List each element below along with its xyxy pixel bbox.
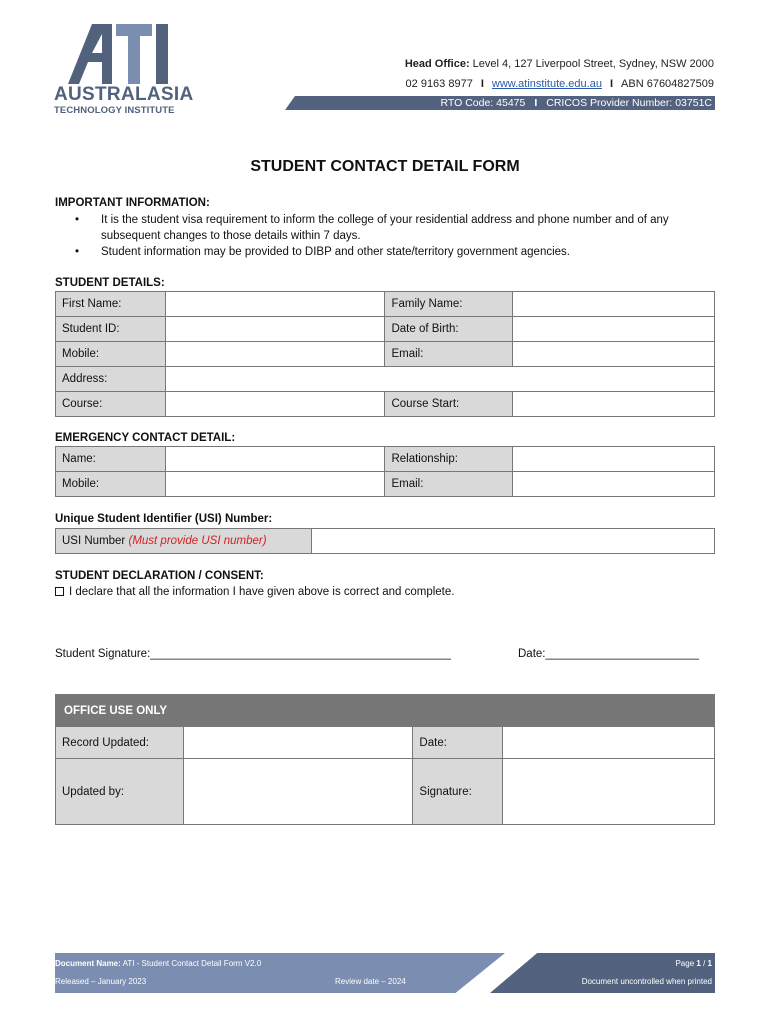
address-field[interactable] [165, 367, 714, 392]
first-name-label: First Name: [56, 292, 166, 317]
review-date: Review date – 2024 [335, 977, 406, 986]
head-office-address: Level 4, 127 Liverpool Street, Sydney, NSW 2000 [472, 58, 714, 70]
ati-logo-mark-icon [68, 22, 178, 84]
separator: I [480, 78, 484, 90]
signature-date-line[interactable]: Date:________________________ [518, 648, 699, 660]
office-use-heading: OFFICE USE ONLY [56, 695, 715, 727]
declaration-checkbox[interactable] [55, 587, 64, 596]
abn: ABN 67604827509 [621, 78, 714, 90]
logo-name: AUSTRALASIA [54, 84, 194, 105]
rto-line [441, 96, 713, 110]
record-updated-label: Record Updated: [56, 727, 184, 759]
usi-label: USI Number [62, 535, 126, 547]
updated-by-label: Updated by: [56, 759, 184, 825]
office-signature-field[interactable] [503, 759, 715, 825]
page-total: 1 [707, 959, 712, 968]
emergency-heading: EMERGENCY CONTACT DETAIL: [55, 432, 236, 444]
uncontrolled-note: Document uncontrolled when printed [581, 977, 712, 986]
cricos-number: CRICOS Provider Number: 03751C [546, 97, 712, 109]
address-label: Address: [56, 367, 166, 392]
relationship-field[interactable] [513, 447, 715, 472]
course-start-field[interactable] [513, 392, 715, 417]
page-number [675, 959, 712, 968]
mobile-field[interactable] [165, 342, 385, 367]
usi-table [55, 528, 715, 554]
office-use-table [55, 694, 715, 825]
course-field[interactable] [165, 392, 385, 417]
relationship-label: Relationship: [385, 447, 513, 472]
course-start-label: Course Start: [385, 392, 513, 417]
document-name-label: Document Name: [55, 959, 121, 968]
student-details-table [55, 291, 715, 417]
family-name-label: Family Name: [385, 292, 513, 317]
student-details-heading: STUDENT DETAILS: [55, 277, 165, 289]
declaration-label: I declare that all the information I have given above is correct and complete. [69, 586, 455, 598]
declaration-line [55, 586, 454, 598]
mobile-label: Mobile: [56, 342, 166, 367]
rto-code: RTO Code: 45475 [440, 97, 526, 109]
logo-subtitle: TECHNOLOGY INSTITUTE [54, 105, 175, 116]
dob-field[interactable] [513, 317, 715, 342]
separator: I [534, 97, 538, 109]
important-heading: IMPORTANT INFORMATION: [55, 197, 210, 209]
usi-label-cell [56, 529, 312, 554]
first-name-field[interactable] [165, 292, 385, 317]
usi-required-note: (Must provide USI number) [128, 535, 267, 547]
important-item: • Student information may be provided to DIBP and other state/territory government agencies. [55, 244, 720, 260]
emergency-mobile-label: Mobile: [56, 472, 166, 497]
form-title: STUDENT CONTACT DETAIL FORM [250, 158, 520, 175]
course-label: Course: [56, 392, 166, 417]
record-updated-field[interactable] [183, 727, 413, 759]
student-id-field[interactable] [165, 317, 385, 342]
contact-line [406, 78, 714, 90]
student-signature-line[interactable]: Student Signature:_______________________________________________ [55, 648, 451, 660]
office-signature-label: Signature: [413, 759, 503, 825]
emergency-name-field[interactable] [165, 447, 385, 472]
head-office-label: Head Office: [404, 58, 470, 70]
declaration-heading: STUDENT DECLARATION / CONSENT: [55, 570, 264, 582]
emergency-email-field[interactable] [513, 472, 715, 497]
office-date-field[interactable] [503, 727, 715, 759]
dob-label: Date of Birth: [385, 317, 513, 342]
usi-heading: Unique Student Identifier (USI) Number: [55, 513, 273, 525]
emergency-mobile-field[interactable] [165, 472, 385, 497]
email-label: Email: [385, 342, 513, 367]
phone-number: 02 9163 8977 [405, 78, 473, 90]
ati-logo [54, 22, 194, 117]
page-label: Page [675, 959, 695, 968]
important-item: • It is the student visa requirement to inform the college of your residential address and phone number and of any subsequent changes to those details within 7 days. [55, 212, 720, 244]
page-current: 1 [696, 959, 701, 968]
document-name [55, 959, 261, 968]
emergency-email-label: Email: [385, 472, 513, 497]
emergency-table [55, 446, 715, 497]
released-date: Released – January 2023 [55, 977, 147, 986]
email-field[interactable] [513, 342, 715, 367]
head-office-line [405, 58, 714, 70]
family-name-field[interactable] [513, 292, 715, 317]
website-link[interactable]: www.atinstitute.edu.au [491, 78, 602, 90]
page-separator: / [703, 959, 706, 968]
separator: I [609, 78, 614, 90]
student-id-label: Student ID: [56, 317, 166, 342]
document-name-value: ATI - Student Contact Detail Form V2.0 [122, 959, 262, 968]
office-date-label: Date: [413, 727, 503, 759]
emergency-name-label: Name: [56, 447, 166, 472]
page-footer [55, 953, 715, 993]
important-list [55, 212, 720, 260]
usi-field[interactable] [311, 529, 714, 554]
updated-by-field[interactable] [183, 759, 413, 825]
